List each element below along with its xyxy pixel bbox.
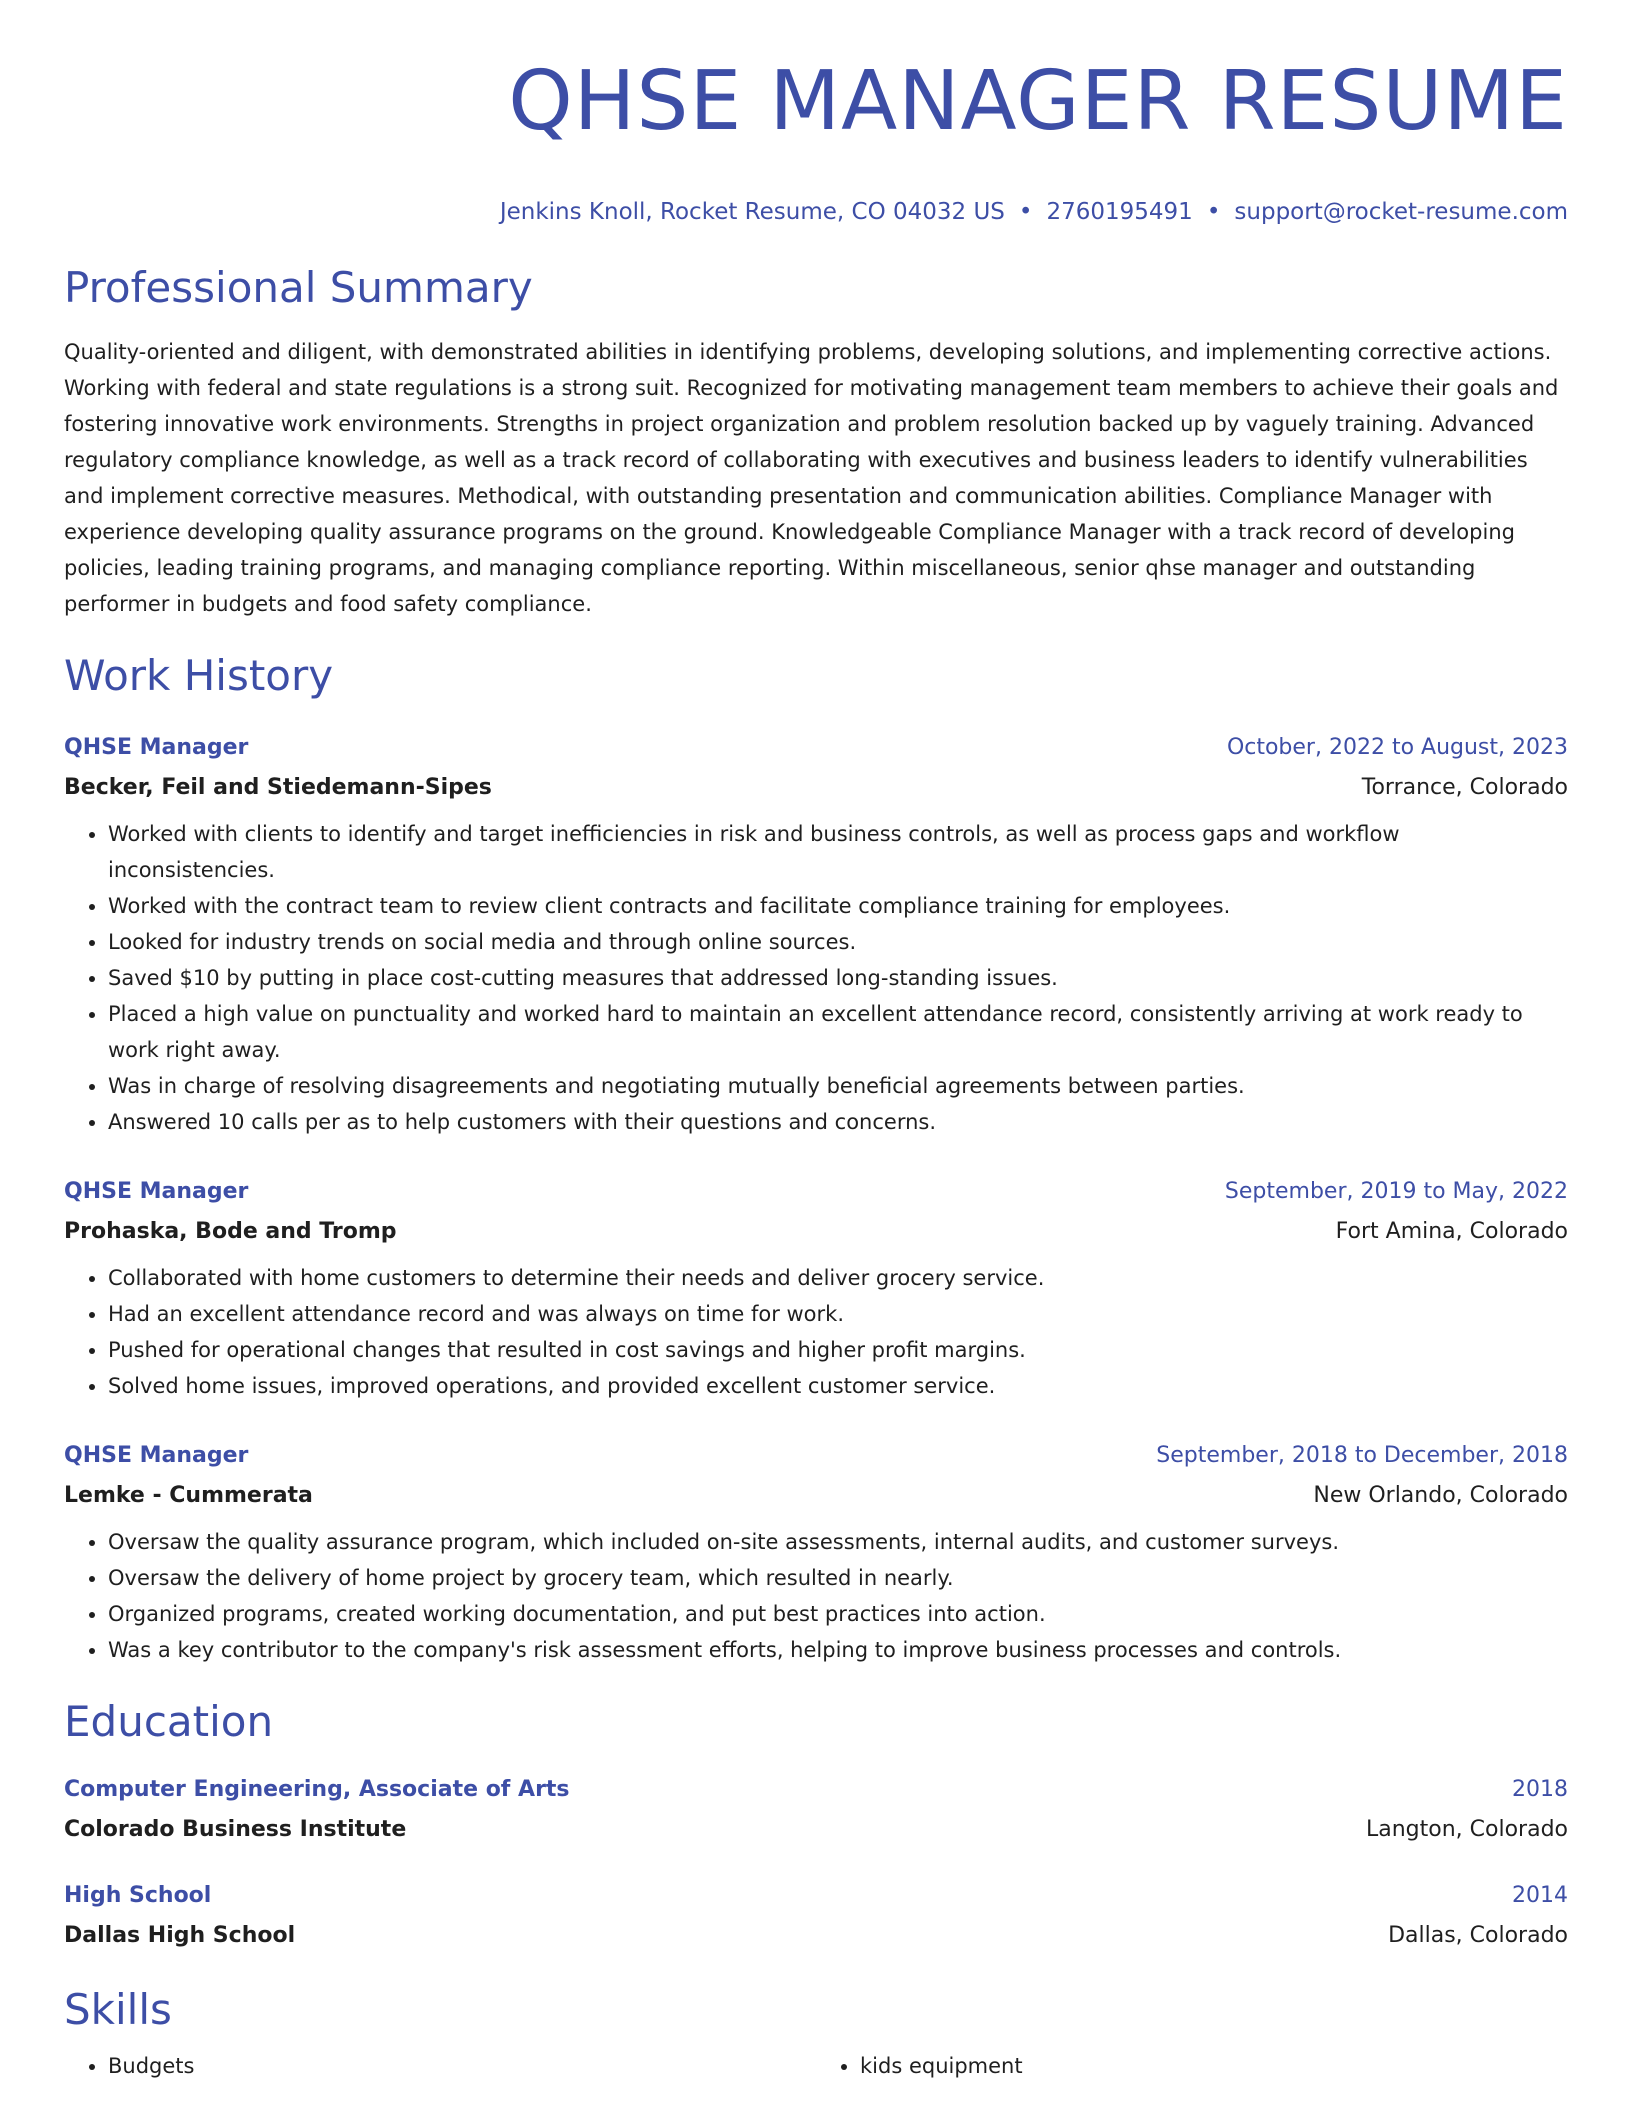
- job-entry: [64, 1172, 1568, 1404]
- job-bullets: [64, 1524, 1568, 1668]
- skills-column-right: [816, 2048, 1568, 2084]
- skills-column-left: [64, 2048, 816, 2084]
- section-title-skills: Skills: [64, 1985, 172, 2034]
- job-location: Torrance, Colorado: [1361, 775, 1568, 800]
- education-degree: Computer Engineering, Associate of Arts: [64, 1777, 570, 1802]
- education-entry: [64, 1770, 1568, 1850]
- job-bullet: • Saved $10 by putting in place cost-cutting measures that addressed long-standing issues.: [108, 960, 1568, 996]
- job-dates: September, 2019 to May, 2022: [1224, 1179, 1568, 1204]
- section-title-education: Education: [64, 1697, 274, 1746]
- document-title: QHSE MANAGER RESUME: [508, 54, 1568, 149]
- job-company: Becker, Feil and Stiedemann-Sipes: [64, 775, 492, 800]
- job-bullets: [64, 816, 1568, 1140]
- job-entry: [64, 1436, 1568, 1668]
- job-bullet: • Placed a high value on punctuality and worked hard to maintain an excellent attendance record, consistently arriving at work ready to work right away.: [108, 996, 1568, 1068]
- job-bullet: • Collaborated with home customers to determine their needs and deliver grocery service.: [108, 1260, 1568, 1296]
- skill-item: • kids equipment: [860, 2048, 1568, 2084]
- contact-address: Jenkins Knoll, Rocket Resume, CO 04032 US: [499, 199, 1005, 225]
- job-entry: [64, 728, 1568, 1140]
- job-title: QHSE Manager: [64, 735, 249, 760]
- skills-list: [64, 2048, 1568, 2084]
- education-year: 2014: [1512, 1883, 1568, 1908]
- education-school: Dallas High School: [64, 1923, 296, 1948]
- education-degree: High School: [64, 1883, 212, 1908]
- job-company: Prohaska, Bode and Tromp: [64, 1219, 397, 1244]
- job-bullets: [64, 1260, 1568, 1404]
- contact-line: [64, 196, 1568, 228]
- job-bullet: • Had an excellent attendance record and was always on time for work.: [108, 1296, 1568, 1332]
- section-title-summary: Professional Summary: [64, 263, 533, 312]
- contact-email: support@rocket-resume.com: [1234, 199, 1568, 225]
- job-bullet: • Pushed for operational changes that resulted in cost savings and higher profit margins.: [108, 1332, 1568, 1368]
- job-bullet: • Answered 10 calls per as to help customers with their questions and concerns.: [108, 1104, 1568, 1140]
- section-title-work-history: Work History: [64, 651, 334, 700]
- job-bullet: • Oversaw the delivery of home project by grocery team, which resulted in nearly.: [108, 1560, 1568, 1596]
- job-bullet: • Looked for industry trends on social media and through online sources.: [108, 924, 1568, 960]
- job-bullet: • Solved home issues, improved operations, and provided excellent customer service.: [108, 1368, 1568, 1404]
- job-company: Lemke - Cummerata: [64, 1483, 313, 1508]
- job-bullet: • Worked with clients to identify and target inefficiencies in risk and business controls, as well as process gaps and workflow inconsistencies.: [108, 816, 1568, 888]
- job-location: Fort Amina, Colorado: [1335, 1219, 1568, 1244]
- education-entry: [64, 1876, 1568, 1956]
- summary-text: Quality-oriented and diligent, with demonstrated abilities in identifying problems, developing solutions, and implementing corrective actions. Working with federal and state regulations is a strong suit. Recognized for motivating management team members to achieve their goals and fostering innovative work environments. Strengths in project organization and problem resolution backed up by vaguely training. Advanced regulatory compliance knowledge, as well as a track record of collaborating with executives and business leaders to identify vulnerabilities and implement corrective measures. Methodical, with outstanding presentation and communication abilities. Compliance Manager with experience developing quality assurance programs on the ground. Knowledgeable Compliance Manager with a track record of developing policies, leading training programs, and managing compliance reporting. Within miscellaneous, senior qhse manager and outstanding performer in budgets and food safety compliance.: [64, 340, 1559, 616]
- job-bullet: • Was in charge of resolving disagreements and negotiating mutually beneficial agreements between parties.: [108, 1068, 1568, 1104]
- job-bullet: • Oversaw the quality assurance program, which included on-site assessments, internal audits, and customer surveys.: [108, 1524, 1568, 1560]
- education-school: Colorado Business Institute: [64, 1817, 407, 1842]
- job-bullet: • Organized programs, created working documentation, and put best practices into action.: [108, 1596, 1568, 1632]
- job-dates: September, 2018 to December, 2018: [1156, 1443, 1568, 1468]
- skill-item: • Budgets: [108, 2048, 816, 2084]
- resume-header: [64, 0, 1568, 228]
- job-title: QHSE Manager: [64, 1443, 249, 1468]
- contact-separator: •: [1206, 199, 1221, 225]
- job-dates: October, 2022 to August, 2023: [1226, 735, 1568, 760]
- job-location: New Orlando, Colorado: [1313, 1483, 1568, 1508]
- job-bullet: • Worked with the contract team to review client contracts and facilitate compliance training for employees.: [108, 888, 1568, 924]
- job-bullet: • Was a key contributor to the company's risk assessment efforts, helping to improve business processes and controls.: [108, 1632, 1568, 1668]
- contact-separator: •: [1018, 199, 1033, 225]
- job-title: QHSE Manager: [64, 1179, 249, 1204]
- education-year: 2018: [1512, 1777, 1568, 1802]
- contact-phone: 2760195491: [1046, 199, 1193, 225]
- education-location: Dallas, Colorado: [1388, 1923, 1568, 1948]
- education-location: Langton, Colorado: [1365, 1817, 1568, 1842]
